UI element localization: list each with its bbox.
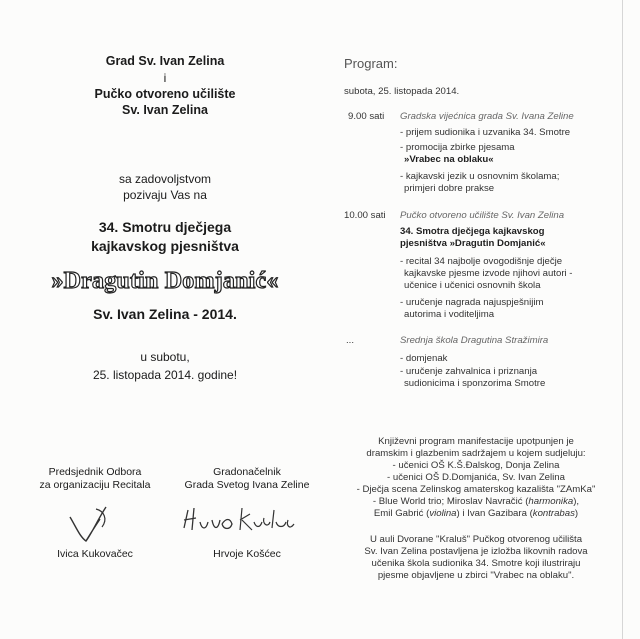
conjunction: i (163, 71, 167, 85)
event-title-2: kajkavskog pjesništva (91, 238, 239, 254)
para1-line7-a: Emil Gabrić ( (373, 508, 430, 519)
para1-line1: Književni program manifestacije upotpunjen je (378, 436, 574, 447)
event-date-1: u subotu, (140, 350, 190, 364)
slot2-item1-line3: učenice i učenici osnovnih škola (404, 280, 541, 291)
slot3-item2-line1: - uručenje zahvalnica i priznanja (400, 366, 538, 377)
slot2-item2-line1: - uručenje nagrada najuspješnijim (400, 297, 544, 308)
para1-line6-b: harmonika (528, 496, 574, 507)
slot2-venue: Pučko otvoreno učilište Sv. Ivan Zelina (400, 210, 565, 221)
para1-line7 (330, 508, 622, 520)
slot3-item2-line2: sudionicima i sponzorima Smotre (404, 378, 546, 389)
slot2-item1-line2: kajkavske pjesme izvode njihovi autori - (404, 268, 573, 279)
signatory-2-role (172, 466, 322, 492)
signatory-2-role-line1: Gradonačelnik (213, 466, 281, 478)
signatory-1-role-line2: za organizaciju Recitala (39, 479, 151, 491)
para2-line3: učenika škola sudionika 34. Smotre koji ilustriraju (371, 558, 581, 569)
program-panel (330, 0, 622, 639)
event-title-1: 34. Smotru dječjega (98, 219, 232, 235)
para1-line6 (330, 496, 622, 508)
event-date-2: 25. listopada 2014. godine! (92, 368, 238, 382)
para1-line6-a: - Blue World trio; Miroslav Navračić ( (372, 496, 529, 507)
slot1-item1: - prijem sudionika i uzvanika 34. Smotre (400, 127, 571, 138)
slot2-title-line1: 34. Smotra dječjega kajkavskog (400, 226, 545, 237)
para1-line6-c: ), (573, 496, 580, 507)
para1-line4: - učenici OŠ D.Domjanića, Sv. Ivan Zelina (387, 472, 565, 483)
program-day: subota, 25. listopada 2014. (344, 86, 460, 97)
page-edge-divider (622, 0, 623, 639)
organizer-institution: Pučko otvoreno učilište (94, 87, 236, 101)
para1-line5: - Dječja scena Zelinskog amaterskog kazališta "ZAmKa" (356, 484, 596, 495)
signatory-1-role-line1: Predsjednik Odbora (48, 466, 142, 478)
para2-line1: U auli Dvorane "Kraluš" Pučkog otvorenog učilišta (369, 534, 583, 545)
slot2-item1-line1: - recital 34 najbolje ovogodišnje dječje (400, 256, 563, 267)
para1-line7-d: kontrabas (532, 508, 575, 519)
signatory-2-name: Hrvoje Košćec (213, 548, 281, 560)
para1-line7-b: violina (429, 508, 457, 519)
para1-line7-e: ) (574, 508, 579, 519)
signature-2-image (178, 500, 298, 540)
event-name: »Dragutin Domjanić« (51, 268, 279, 294)
para2-line4: pjesme objavljene u zbirci "Vrabec na oblaku". (377, 570, 575, 581)
slot3-venue: Srednja škola Dragutina Stražimira (400, 335, 549, 346)
slot1-item3-line1: - kajkavski jezik u osnovnim školama; (400, 171, 560, 182)
exhibition-paragraph (330, 534, 622, 582)
slot1-item2-line1: - promocija zbirke pjesama (400, 142, 515, 153)
slot3-time: ... (346, 335, 354, 346)
program-title: Program: (344, 56, 398, 71)
invite-text-2: pozivaju Vas na (123, 188, 207, 202)
slot1-time: 9.00 sati (348, 111, 385, 122)
slot1-item3-line2: primjeri dobre prakse (404, 183, 495, 194)
slot1-item2-line2: »Vrabec na oblaku« (404, 154, 494, 165)
signatory-1-role (20, 466, 170, 492)
slot3-item1: - domjenak (400, 353, 448, 364)
para1-line2: dramskim i glazbenim sadržajem u kojem sudjeluju: (366, 448, 586, 459)
slot1-venue: Gradska vijećnica grada Sv. Ivana Zeline (400, 111, 574, 122)
slot2-item2-line2: autorima i voditeljima (404, 309, 495, 320)
signatory-1-name: Ivica Kukovačec (57, 548, 133, 560)
organizer-institution-place: Sv. Ivan Zelina (122, 103, 208, 117)
signature-1-image (62, 497, 132, 547)
invite-text-1: sa zadovoljstvom (118, 172, 212, 186)
slot2-title-line2: pjesništva »Dragutin Domjanić« (400, 238, 546, 249)
para1-line7-c: ) i Ivan Gazibara ( (456, 508, 533, 519)
event-place-year: Sv. Ivan Zelina - 2014. (93, 306, 237, 322)
organizer-city: Grad Sv. Ivan Zelina (105, 54, 225, 68)
cultural-program-paragraph (330, 436, 622, 520)
para1-line3: - učenici OŠ K.Š.Đalskog, Donja Zelina (392, 460, 560, 471)
slot2-time: 10.00 sati (344, 210, 386, 221)
signatory-2-role-line2: Grada Svetog Ivana Zeline (184, 479, 310, 491)
para2-line2: Sv. Ivan Zelina postavljena je izložba likovnih radova (364, 546, 588, 557)
